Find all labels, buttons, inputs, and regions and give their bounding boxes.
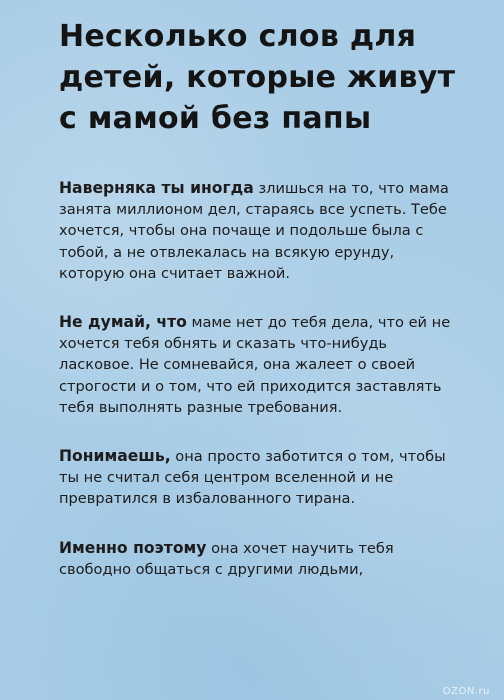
paragraph-lead: Именно поэтому bbox=[59, 538, 207, 557]
watermark: OZON.ru bbox=[442, 686, 490, 697]
paragraph-lead: Наверняка ты иногда bbox=[59, 179, 254, 197]
paragraph-text: маме нет до тебя дела, что ей не хочется тебя обнять и сказать что-нибудь ласковое. Не сомневайся, она жалеет о своей строгости и о том, что ей приходится заставлять тебя выполнять разные требования. bbox=[59, 314, 451, 416]
paragraph-text: она просто заботится о том, чтобы ты не считал себя центром вселенной и не превратился в избалованного тирана. bbox=[59, 448, 446, 508]
paragraph-text: злишься на то, что мама занята миллионом дел, стараясь все успеть. Тебе хочется, чтобы она почаще и подольше была с тобой, а не отвлекалась на всякую ерунду, которую она считает важной. bbox=[59, 180, 449, 282]
paragraph-2 bbox=[59, 312, 459, 418]
body-text bbox=[59, 178, 459, 608]
paragraph-lead: Понимаешь, bbox=[59, 447, 171, 466]
paragraph-lead: Не думай, что bbox=[59, 313, 187, 332]
paragraph-4 bbox=[59, 538, 459, 580]
page-heading: Несколько слов для детей, которые живут с мамой без папы bbox=[59, 19, 456, 136]
paragraph-text: она хочет научить тебя свободно общаться с другими людьми, bbox=[59, 539, 394, 578]
paragraph-3 bbox=[59, 446, 459, 510]
paragraph-1 bbox=[59, 178, 459, 284]
